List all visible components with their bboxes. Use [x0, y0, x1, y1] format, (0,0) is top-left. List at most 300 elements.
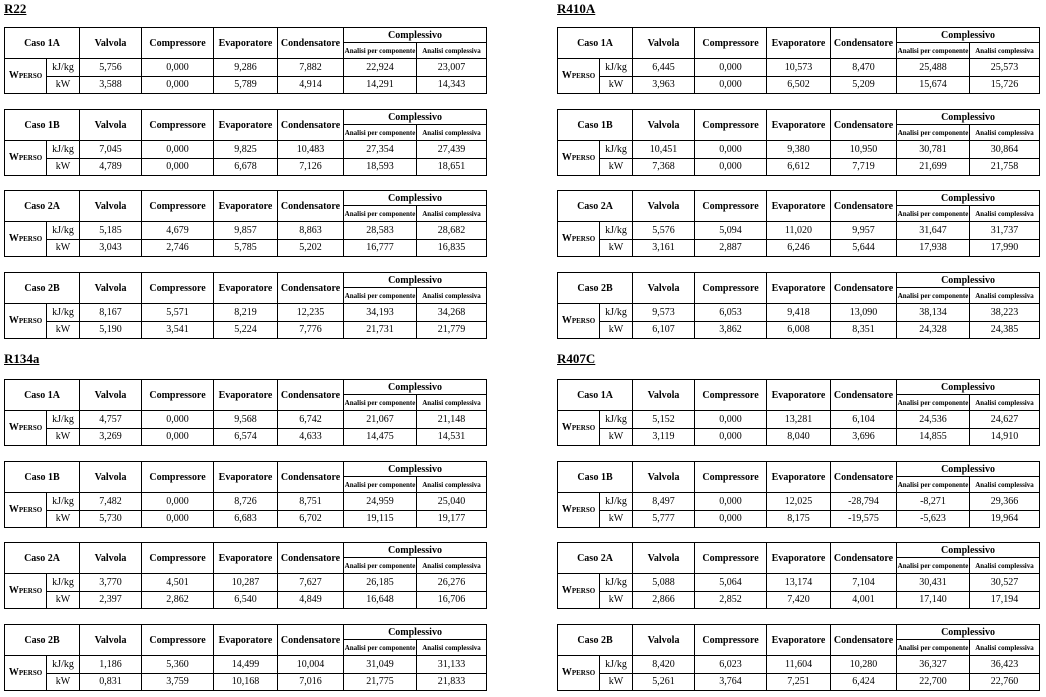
cell-value: 10,573: [767, 59, 831, 76]
cell-value: 21,699: [897, 158, 970, 175]
header-valvola: Valvola: [80, 110, 142, 141]
header-analisi-complessiva: Analisi complessiva: [970, 125, 1040, 141]
cell-value: 31,647: [897, 222, 970, 239]
cell-value: 9,568: [214, 411, 278, 428]
perso-subscript: PERSO: [571, 72, 596, 81]
w-perso-label: [5, 493, 47, 528]
cell-value: 3,161: [633, 239, 695, 256]
loss-table-r22-caso-2a: [4, 190, 487, 257]
cell-value: 17,990: [970, 239, 1040, 256]
w-perso-label: [5, 656, 47, 691]
perso-subscript: PERSO: [18, 235, 43, 244]
section-title-r22: R22: [4, 1, 27, 16]
cell-value: 5,209: [831, 76, 897, 93]
cell-value: 22,760: [970, 673, 1040, 690]
w-perso-label: [558, 493, 600, 528]
cell-value: 6,107: [633, 321, 695, 338]
cell-value: 13,281: [767, 411, 831, 428]
cell-value: 14,855: [897, 428, 970, 445]
cell-value: 27,439: [417, 141, 487, 158]
cell-value: 4,757: [80, 411, 142, 428]
loss-table-r410a-caso-2b: [557, 272, 1040, 339]
w-letter: W: [561, 585, 572, 597]
cell-value: 25,573: [970, 59, 1040, 76]
header-evaporatore: Evaporatore: [767, 28, 831, 59]
cell-value: 6,246: [767, 239, 831, 256]
header-analisi-componente: Analisi per componente: [897, 288, 970, 304]
caso-label: Caso 2A: [558, 191, 633, 222]
header-condensatore: Condensatore: [831, 462, 897, 493]
cell-value: 31,049: [344, 656, 417, 673]
loss-table-r134a-caso-1a: [4, 379, 487, 446]
unit-kw: kW: [600, 239, 633, 256]
header-analisi-componente: Analisi per componente: [344, 43, 417, 59]
loss-table-r134a-caso-2a: [4, 542, 487, 609]
unit-kw: kW: [600, 673, 633, 690]
cell-value: -28,794: [831, 493, 897, 510]
cell-value: 6,053: [695, 304, 767, 321]
perso-subscript: PERSO: [18, 317, 43, 326]
header-valvola: Valvola: [633, 273, 695, 304]
cell-value: 4,001: [831, 591, 897, 608]
w-perso-label: [5, 304, 47, 339]
cell-value: 28,682: [417, 222, 487, 239]
cell-value: -19,575: [831, 510, 897, 527]
header-complessivo: Complessivo: [344, 110, 487, 125]
header-condensatore: Condensatore: [831, 543, 897, 574]
cell-value: 24,536: [897, 411, 970, 428]
w-letter: W: [561, 315, 572, 327]
cell-value: 21,731: [344, 321, 417, 338]
cell-value: 6,678: [214, 158, 278, 175]
cell-value: 18,651: [417, 158, 487, 175]
cell-value: 2,887: [695, 239, 767, 256]
cell-value: 14,475: [344, 428, 417, 445]
perso-subscript: PERSO: [571, 587, 596, 596]
cell-value: 8,863: [278, 222, 344, 239]
w-perso-label: [558, 411, 600, 446]
cell-value: 3,541: [142, 321, 214, 338]
header-valvola: Valvola: [80, 462, 142, 493]
cell-value: 6,008: [767, 321, 831, 338]
w-letter: W: [8, 504, 19, 516]
header-analisi-componente: Analisi per componente: [344, 640, 417, 656]
cell-value: 38,134: [897, 304, 970, 321]
w-perso-label: [5, 59, 47, 94]
w-perso-label: [558, 304, 600, 339]
cell-value: 6,540: [214, 591, 278, 608]
unit-kjkg: kJ/kg: [47, 59, 80, 76]
cell-value: 7,251: [767, 673, 831, 690]
cell-value: 16,835: [417, 239, 487, 256]
cell-value: 0,000: [142, 158, 214, 175]
cell-value: 6,742: [278, 411, 344, 428]
cell-value: 18,593: [344, 158, 417, 175]
caso-label: Caso 2A: [5, 543, 80, 574]
w-perso-label: [558, 222, 600, 257]
header-analisi-componente: Analisi per componente: [344, 288, 417, 304]
unit-kjkg: kJ/kg: [47, 222, 80, 239]
cell-value: 30,864: [970, 141, 1040, 158]
perso-subscript: PERSO: [571, 317, 596, 326]
w-perso-label: [558, 656, 600, 691]
cell-value: 6,683: [214, 510, 278, 527]
header-analisi-complessiva: Analisi complessiva: [970, 640, 1040, 656]
cell-value: 21,148: [417, 411, 487, 428]
unit-kjkg: kJ/kg: [600, 493, 633, 510]
header-evaporatore: Evaporatore: [767, 380, 831, 411]
cell-value: 16,648: [344, 591, 417, 608]
caso-label: Caso 2B: [5, 625, 80, 656]
caso-label: Caso 2B: [558, 625, 633, 656]
header-analisi-componente: Analisi per componente: [344, 125, 417, 141]
cell-value: 10,287: [214, 574, 278, 591]
cell-value: 38,223: [970, 304, 1040, 321]
header-valvola: Valvola: [633, 110, 695, 141]
cell-value: 0,000: [142, 59, 214, 76]
cell-value: 30,781: [897, 141, 970, 158]
cell-value: 5,064: [695, 574, 767, 591]
cell-value: 3,963: [633, 76, 695, 93]
cell-value: 5,756: [80, 59, 142, 76]
cell-value: 21,775: [344, 673, 417, 690]
cell-value: 3,119: [633, 428, 695, 445]
section-title-r410a: R410A: [557, 1, 596, 16]
header-analisi-componente: Analisi per componente: [897, 43, 970, 59]
cell-value: 0,000: [695, 411, 767, 428]
cell-value: 0,000: [142, 493, 214, 510]
cell-value: 16,706: [417, 591, 487, 608]
header-analisi-complessiva: Analisi complessiva: [970, 477, 1040, 493]
cell-value: 16,777: [344, 239, 417, 256]
cell-value: 14,343: [417, 76, 487, 93]
cell-value: 0,000: [695, 428, 767, 445]
cell-value: 2,397: [80, 591, 142, 608]
header-complessivo: Complessivo: [344, 191, 487, 206]
header-condensatore: Condensatore: [278, 543, 344, 574]
cell-value: 0,000: [695, 76, 767, 93]
w-letter: W: [561, 233, 572, 245]
cell-value: 14,910: [970, 428, 1040, 445]
cell-value: 7,719: [831, 158, 897, 175]
header-analisi-componente: Analisi per componente: [344, 558, 417, 574]
header-complessivo: Complessivo: [897, 28, 1040, 43]
perso-subscript: PERSO: [18, 587, 43, 596]
cell-value: 6,104: [831, 411, 897, 428]
cell-value: 3,770: [80, 574, 142, 591]
w-perso-label: [558, 574, 600, 609]
header-valvola: Valvola: [633, 380, 695, 411]
header-condensatore: Condensatore: [831, 273, 897, 304]
w-letter: W: [561, 152, 572, 164]
header-compressore: Compressore: [695, 28, 767, 59]
cell-value: 9,286: [214, 59, 278, 76]
cell-value: 14,531: [417, 428, 487, 445]
cell-value: 26,185: [344, 574, 417, 591]
cell-value: 12,235: [278, 304, 344, 321]
unit-kjkg: kJ/kg: [600, 574, 633, 591]
header-evaporatore: Evaporatore: [214, 28, 278, 59]
w-perso-label: [5, 574, 47, 609]
cell-value: 9,957: [831, 222, 897, 239]
cell-value: 0,000: [695, 59, 767, 76]
cell-value: 5,261: [633, 673, 695, 690]
header-evaporatore: Evaporatore: [214, 625, 278, 656]
cell-value: 5,202: [278, 239, 344, 256]
cell-value: 1,186: [80, 656, 142, 673]
cell-value: 0,000: [142, 76, 214, 93]
cell-value: 2,852: [695, 591, 767, 608]
cell-value: 5,088: [633, 574, 695, 591]
header-condensatore: Condensatore: [278, 191, 344, 222]
loss-table-r407c-caso-2b: [557, 624, 1040, 691]
cell-value: 0,000: [695, 493, 767, 510]
header-analisi-complessiva: Analisi complessiva: [417, 43, 487, 59]
unit-kw: kW: [47, 76, 80, 93]
cell-value: 9,573: [633, 304, 695, 321]
header-compressore: Compressore: [695, 543, 767, 574]
header-complessivo: Complessivo: [344, 273, 487, 288]
cell-value: 9,825: [214, 141, 278, 158]
unit-kjkg: kJ/kg: [47, 141, 80, 158]
header-compressore: Compressore: [695, 625, 767, 656]
cell-value: 3,696: [831, 428, 897, 445]
header-analisi-componente: Analisi per componente: [344, 395, 417, 411]
caso-label: Caso 1B: [5, 110, 80, 141]
caso-label: Caso 1A: [5, 380, 80, 411]
header-analisi-componente: Analisi per componente: [344, 477, 417, 493]
header-evaporatore: Evaporatore: [767, 191, 831, 222]
cell-value: 24,385: [970, 321, 1040, 338]
header-evaporatore: Evaporatore: [214, 543, 278, 574]
cell-value: 0,000: [142, 510, 214, 527]
header-valvola: Valvola: [80, 625, 142, 656]
caso-label: Caso 1B: [5, 462, 80, 493]
cell-value: 5,571: [142, 304, 214, 321]
w-perso-label: [558, 59, 600, 94]
header-complessivo: Complessivo: [344, 28, 487, 43]
cell-value: 0,000: [142, 428, 214, 445]
header-analisi-complessiva: Analisi complessiva: [970, 395, 1040, 411]
cell-value: 17,194: [970, 591, 1040, 608]
w-letter: W: [561, 70, 572, 82]
header-compressore: Compressore: [142, 462, 214, 493]
header-condensatore: Condensatore: [278, 625, 344, 656]
cell-value: 17,140: [897, 591, 970, 608]
header-compressore: Compressore: [142, 191, 214, 222]
cell-value: 19,177: [417, 510, 487, 527]
w-perso-label: [5, 222, 47, 257]
cell-value: 10,168: [214, 673, 278, 690]
header-condensatore: Condensatore: [278, 273, 344, 304]
header-analisi-componente: Analisi per componente: [897, 206, 970, 222]
cell-value: 3,759: [142, 673, 214, 690]
header-analisi-complessiva: Analisi complessiva: [417, 477, 487, 493]
unit-kw: kW: [47, 673, 80, 690]
cell-value: 5,190: [80, 321, 142, 338]
cell-value: 5,730: [80, 510, 142, 527]
caso-label: Caso 2B: [5, 273, 80, 304]
cell-value: 0,000: [142, 141, 214, 158]
cell-value: 28,583: [344, 222, 417, 239]
unit-kw: kW: [47, 321, 80, 338]
cell-value: 0,000: [695, 510, 767, 527]
header-compressore: Compressore: [695, 380, 767, 411]
header-condensatore: Condensatore: [831, 191, 897, 222]
cell-value: 10,451: [633, 141, 695, 158]
cell-value: 19,115: [344, 510, 417, 527]
perso-subscript: PERSO: [571, 154, 596, 163]
header-compressore: Compressore: [142, 380, 214, 411]
cell-value: 2,862: [142, 591, 214, 608]
cell-value: 14,499: [214, 656, 278, 673]
cell-value: 15,674: [897, 76, 970, 93]
header-analisi-componente: Analisi per componente: [897, 125, 970, 141]
header-compressore: Compressore: [142, 625, 214, 656]
unit-kw: kW: [600, 158, 633, 175]
cell-value: 6,023: [695, 656, 767, 673]
caso-label: Caso 1A: [558, 380, 633, 411]
perso-subscript: PERSO: [18, 506, 43, 515]
perso-subscript: PERSO: [571, 669, 596, 678]
cell-value: 6,502: [767, 76, 831, 93]
caso-label: Caso 1B: [558, 462, 633, 493]
cell-value: 36,423: [970, 656, 1040, 673]
cell-value: 7,045: [80, 141, 142, 158]
cell-value: 5,152: [633, 411, 695, 428]
cell-value: 3,043: [80, 239, 142, 256]
cell-value: 19,964: [970, 510, 1040, 527]
header-compressore: Compressore: [695, 191, 767, 222]
cell-value: 13,174: [767, 574, 831, 591]
header-complessivo: Complessivo: [897, 380, 1040, 395]
header-analisi-componente: Analisi per componente: [897, 395, 970, 411]
caso-label: Caso 1A: [558, 28, 633, 59]
cell-value: 25,488: [897, 59, 970, 76]
cell-value: 6,445: [633, 59, 695, 76]
cell-value: 31,133: [417, 656, 487, 673]
header-compressore: Compressore: [695, 110, 767, 141]
cell-value: 30,431: [897, 574, 970, 591]
w-letter: W: [561, 422, 572, 434]
cell-value: 4,633: [278, 428, 344, 445]
cell-value: 2,866: [633, 591, 695, 608]
cell-value: 5,576: [633, 222, 695, 239]
w-letter: W: [8, 315, 19, 327]
cell-value: 8,726: [214, 493, 278, 510]
cell-value: 21,833: [417, 673, 487, 690]
cell-value: 31,737: [970, 222, 1040, 239]
header-condensatore: Condensatore: [831, 625, 897, 656]
header-condensatore: Condensatore: [278, 28, 344, 59]
cell-value: 7,420: [767, 591, 831, 608]
header-condensatore: Condensatore: [278, 462, 344, 493]
cell-value: -8,271: [897, 493, 970, 510]
cell-value: 8,351: [831, 321, 897, 338]
header-valvola: Valvola: [80, 543, 142, 574]
header-evaporatore: Evaporatore: [767, 543, 831, 574]
header-valvola: Valvola: [80, 380, 142, 411]
cell-value: 4,914: [278, 76, 344, 93]
cell-value: 24,328: [897, 321, 970, 338]
w-perso-label: [558, 141, 600, 176]
perso-subscript: PERSO: [18, 72, 43, 81]
cell-value: 5,789: [214, 76, 278, 93]
caso-label: Caso 1B: [558, 110, 633, 141]
cell-value: 21,779: [417, 321, 487, 338]
cell-value: 7,627: [278, 574, 344, 591]
unit-kjkg: kJ/kg: [600, 222, 633, 239]
header-valvola: Valvola: [633, 28, 695, 59]
header-complessivo: Complessivo: [897, 625, 1040, 640]
unit-kjkg: kJ/kg: [600, 411, 633, 428]
header-analisi-componente: Analisi per componente: [897, 477, 970, 493]
unit-kjkg: kJ/kg: [47, 304, 80, 321]
unit-kjkg: kJ/kg: [600, 59, 633, 76]
cell-value: 5,644: [831, 239, 897, 256]
caso-label: Caso 2A: [5, 191, 80, 222]
cell-value: 7,776: [278, 321, 344, 338]
loss-table-r22-caso-1b: [4, 109, 487, 176]
header-complessivo: Complessivo: [897, 462, 1040, 477]
header-valvola: Valvola: [80, 28, 142, 59]
cell-value: 11,020: [767, 222, 831, 239]
unit-kw: kW: [600, 591, 633, 608]
cell-value: 3,269: [80, 428, 142, 445]
w-letter: W: [8, 667, 19, 679]
cell-value: 4,501: [142, 574, 214, 591]
unit-kjkg: kJ/kg: [47, 656, 80, 673]
cell-value: 27,354: [344, 141, 417, 158]
cell-value: 22,700: [897, 673, 970, 690]
unit-kw: kW: [47, 510, 80, 527]
cell-value: 8,420: [633, 656, 695, 673]
cell-value: 8,167: [80, 304, 142, 321]
cell-value: 15,726: [970, 76, 1040, 93]
cell-value: 5,185: [80, 222, 142, 239]
header-evaporatore: Evaporatore: [214, 273, 278, 304]
header-analisi-complessiva: Analisi complessiva: [417, 125, 487, 141]
header-analisi-complessiva: Analisi complessiva: [970, 206, 1040, 222]
header-valvola: Valvola: [80, 191, 142, 222]
unit-kjkg: kJ/kg: [47, 493, 80, 510]
cell-value: 4,849: [278, 591, 344, 608]
header-condensatore: Condensatore: [278, 380, 344, 411]
loss-table-r22-caso-2b: [4, 272, 487, 339]
w-letter: W: [8, 422, 19, 434]
cell-value: 6,612: [767, 158, 831, 175]
cell-value: 21,067: [344, 411, 417, 428]
header-valvola: Valvola: [633, 462, 695, 493]
perso-subscript: PERSO: [571, 424, 596, 433]
header-evaporatore: Evaporatore: [767, 273, 831, 304]
cell-value: 13,090: [831, 304, 897, 321]
cell-value: 34,193: [344, 304, 417, 321]
cell-value: 26,276: [417, 574, 487, 591]
w-letter: W: [8, 233, 19, 245]
header-evaporatore: Evaporatore: [214, 110, 278, 141]
header-analisi-complessiva: Analisi complessiva: [417, 558, 487, 574]
caso-label: Caso 1A: [5, 28, 80, 59]
unit-kw: kW: [47, 239, 80, 256]
unit-kjkg: kJ/kg: [600, 656, 633, 673]
header-compressore: Compressore: [142, 28, 214, 59]
cell-value: 30,527: [970, 574, 1040, 591]
header-compressore: Compressore: [695, 273, 767, 304]
cell-value: 3,764: [695, 673, 767, 690]
loss-table-r407c-caso-1a: [557, 379, 1040, 446]
cell-value: 4,789: [80, 158, 142, 175]
